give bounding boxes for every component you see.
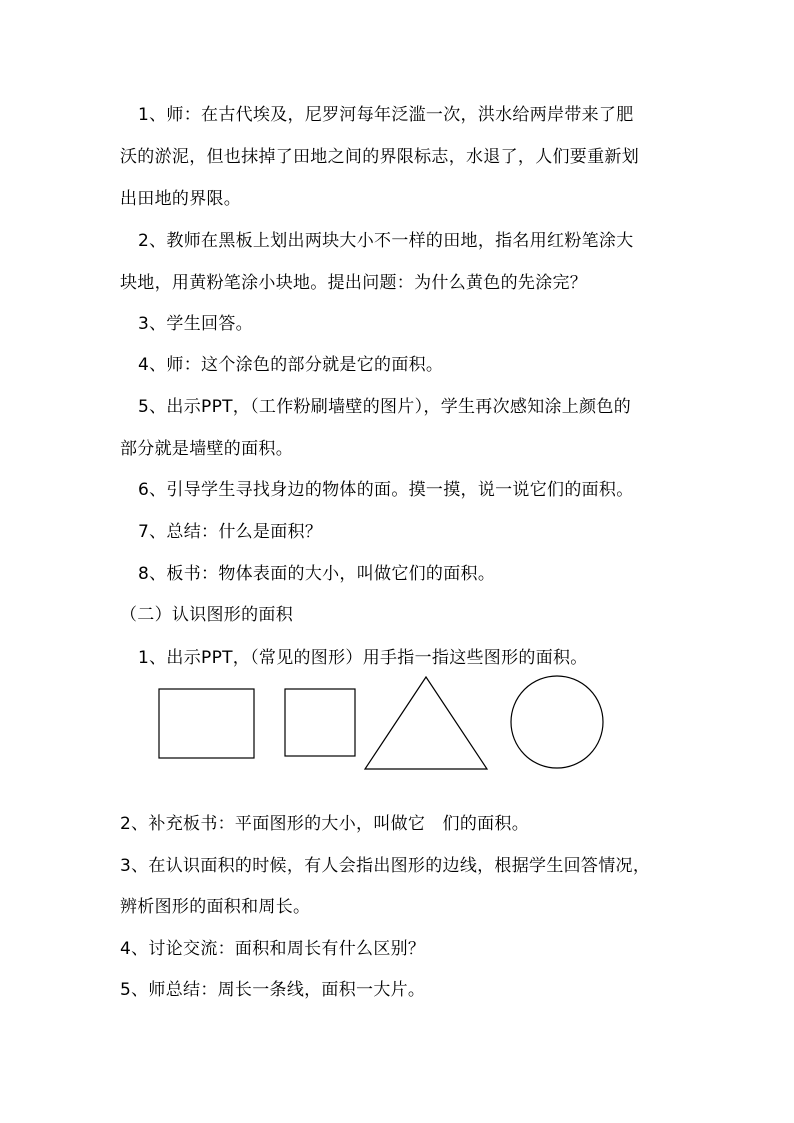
- paragraph-line: 部分就是墙壁的面积。: [120, 439, 293, 459]
- paragraph-line: 3、学生回答。: [138, 314, 253, 334]
- circle-shape: [511, 676, 603, 768]
- paragraph-line: 1、出示PPT，（常见的图形）用手指一指这些图形的面积。: [138, 648, 588, 668]
- paragraph-line: 3、在认识面积的时候，有人会指出图形的边线，根据学生回答情况，: [120, 856, 651, 876]
- paragraph-line: 5、出示PPT，（工作粉刷墙壁的图片），学生再次感知涂上颜色的: [138, 397, 632, 417]
- paragraph-line: 2、补充板书：平面图形的大小，叫做它 们的面积。: [120, 814, 530, 834]
- paragraph-line: 块地，用黄粉笔涂小块地。提出问题：为什么黄色的先涂完？: [120, 273, 588, 293]
- section-heading: （二）认识图形的面积: [120, 605, 293, 625]
- paragraph-line: 1、师：在古代埃及，尼罗河每年泛滥一次，洪水给两岸带来了肥: [138, 105, 634, 125]
- paragraph-line: 4、讨论交流：面积和周长有什么区别？: [120, 939, 426, 959]
- paragraph-line: 4、师：这个涂色的部分就是它的面积。: [138, 355, 444, 375]
- paragraph-line: 5、师总结：周长一条线，面积一大片。: [120, 980, 426, 1000]
- paragraph-line: 出田地的界限。: [120, 189, 242, 209]
- paragraph-line: 6、引导学生寻找身边的物体的面。摸一摸，说一说它们的面积。: [138, 480, 634, 500]
- rectangle-shape: [159, 689, 254, 758]
- triangle-shape: [365, 677, 487, 769]
- paragraph-line: 7、总结：什么是面积？: [138, 522, 323, 542]
- paragraph-line: 2、教师在黑板上划出两块大小不一样的田地，指名用红粉笔涂大: [138, 231, 634, 251]
- paragraph-line: 8、板书：物体表面的大小，叫做它们的面积。: [138, 564, 496, 584]
- square-shape: [285, 689, 355, 756]
- paragraph-line: 沃的淤泥，但也抹掉了田地之间的界限标志，水退了，人们要重新划: [120, 147, 639, 167]
- paragraph-line: 辨析图形的面积和周长。: [120, 897, 311, 917]
